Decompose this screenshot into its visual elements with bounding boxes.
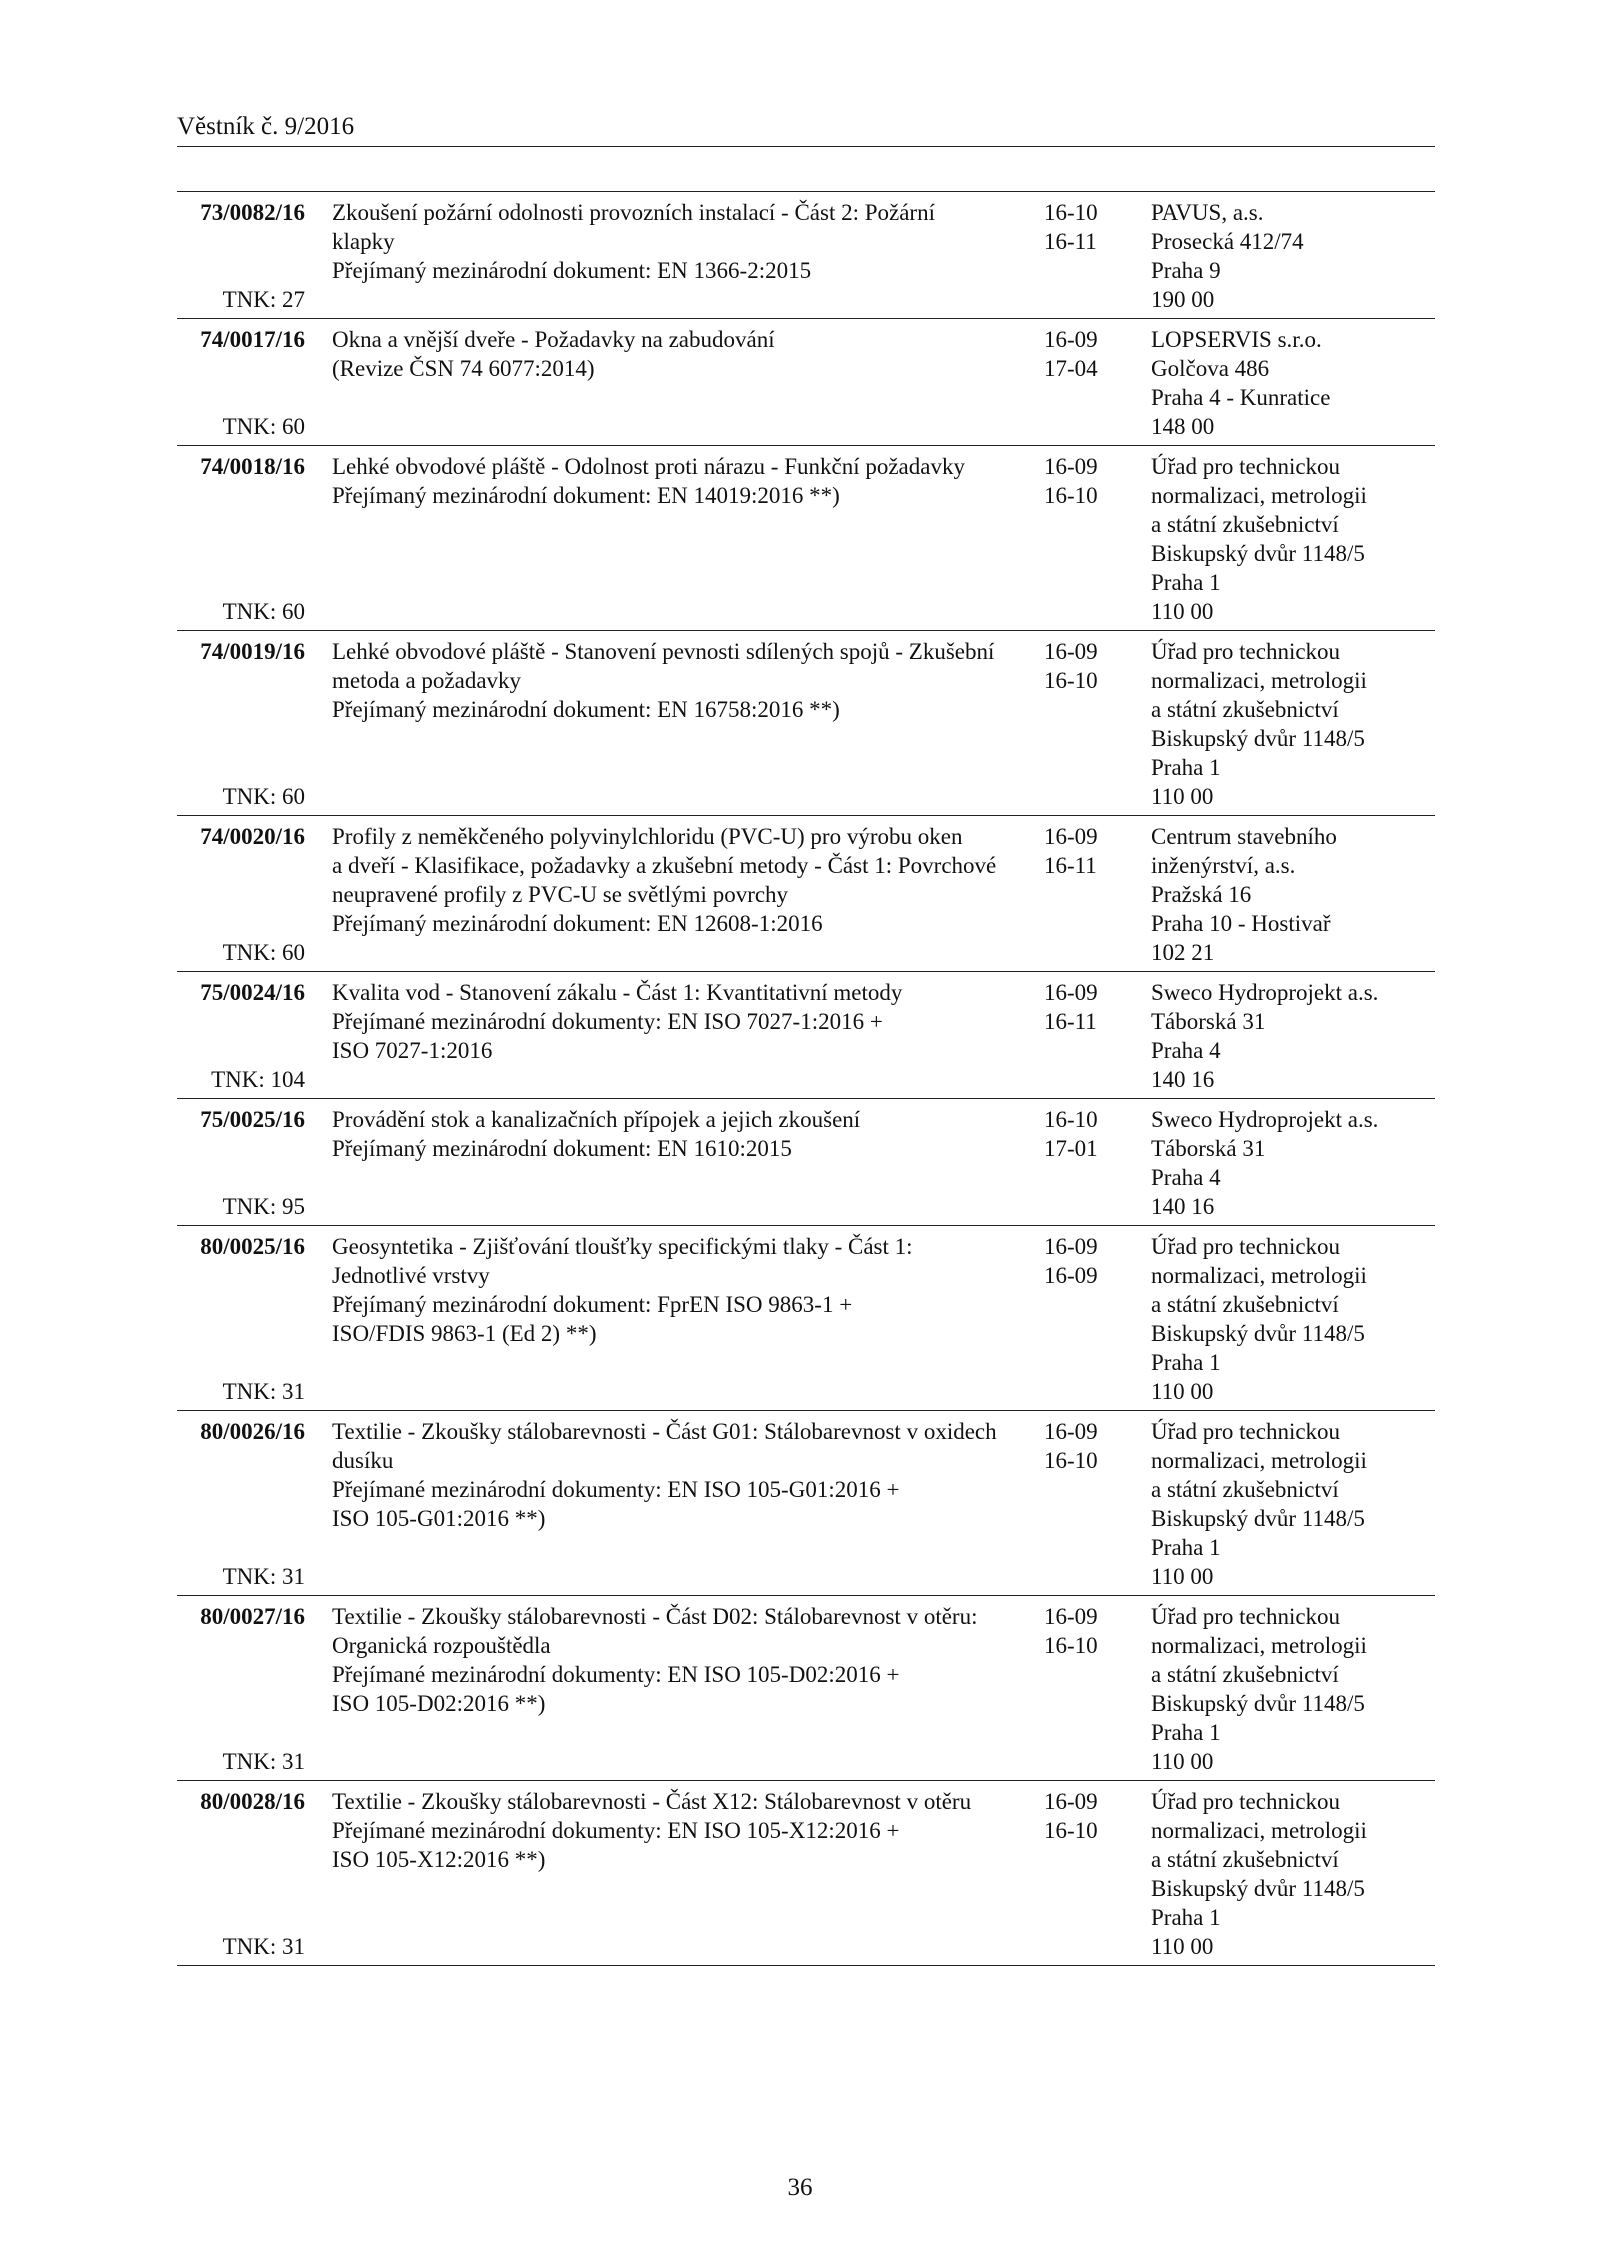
record-title-line: a dveří - Klasifikace, požadavky a zkušební metody - Část 1: Povrchové (332, 853, 997, 878)
record-organization-line: a státní zkušebnictví (1151, 1847, 1339, 1872)
record-row (177, 816, 1435, 972)
record-tnk: TNK: 27 (222, 287, 305, 312)
record-title-line: dusíku (332, 1448, 394, 1473)
records-table (177, 191, 1435, 1966)
record-id-column (177, 637, 305, 811)
record-row (177, 192, 1435, 319)
record-organization-line: Táborská 31 (1151, 1009, 1266, 1034)
record-organization-line: Úřad pro technickou (1151, 1789, 1341, 1814)
record-id: 74/0020/16 (200, 824, 305, 849)
record-title (332, 325, 1044, 441)
record-title-line: Lehké obvodové pláště - Stanovení pevnosti sdílených spojů - Zkušební (332, 639, 995, 664)
record-organization (1151, 1105, 1435, 1221)
record-dates (1044, 1417, 1151, 1591)
record-organization-line: 190 00 (1151, 287, 1215, 312)
record-organization-line: LOPSERVIS s.r.o. (1151, 327, 1322, 352)
record-date: 16-10 (1044, 200, 1098, 225)
record-organization-line: 110 00 (1151, 784, 1214, 809)
record-organization-line: Sweco Hydroprojekt a.s. (1151, 1107, 1379, 1132)
record-organization (1151, 325, 1435, 441)
record-title (332, 978, 1044, 1094)
record-organization-line: Praha 4 (1151, 1165, 1221, 1190)
record-organization-line: Praha 1 (1151, 570, 1221, 595)
record-organization-line: Úřad pro technickou (1151, 1234, 1341, 1259)
record-title-line: Přejímané mezinárodní dokumenty: EN ISO 105-G01:2016 + (332, 1477, 900, 1502)
record-title-line: Textilie - Zkoušky stálobarevnosti - Část D02: Stálobarevnost v otěru: (332, 1604, 978, 1629)
record-title-line: Lehké obvodové pláště - Odolnost proti nárazu - Funkční požadavky (332, 454, 965, 479)
record-tnk: TNK: 60 (222, 414, 305, 439)
record-id: 73/0082/16 (200, 200, 305, 225)
record-organization (1151, 1787, 1435, 1961)
record-date: 16-11 (1044, 1009, 1097, 1034)
record-organization-line: a státní zkušebnictví (1151, 697, 1339, 722)
record-tnk: TNK: 60 (222, 784, 305, 809)
record-title-line: Jednotlivé vrstvy (332, 1263, 490, 1288)
record-title (332, 1787, 1044, 1961)
record-tnk: TNK: 60 (222, 940, 305, 965)
record-date: 17-01 (1044, 1136, 1098, 1161)
record-title-line: ISO 7027-1:2016 (332, 1038, 493, 1063)
record-tnk: TNK: 31 (222, 1749, 305, 1774)
record-dates (1044, 822, 1151, 967)
record-organization-line: Centrum stavebního (1151, 824, 1337, 849)
record-organization-line: Úřad pro technickou (1151, 1419, 1341, 1444)
record-organization-line: Táborská 31 (1151, 1136, 1266, 1161)
record-tnk: TNK: 31 (222, 1379, 305, 1404)
record-organization-line: inženýrství, a.s. (1151, 853, 1296, 878)
record-organization-line: Úřad pro technickou (1151, 454, 1341, 479)
record-organization-line: Biskupský dvůr 1148/5 (1151, 1691, 1365, 1716)
record-organization-line: Biskupský dvůr 1148/5 (1151, 1876, 1365, 1901)
record-date: 16-10 (1044, 1633, 1098, 1658)
record-dates (1044, 637, 1151, 811)
record-dates (1044, 1105, 1151, 1221)
record-id: 74/0017/16 (200, 327, 305, 352)
record-title-line: ISO 105-G01:2016 **) (332, 1506, 546, 1531)
record-organization-line: Golčova 486 (1151, 356, 1270, 381)
record-id-column (177, 325, 305, 441)
record-id-column (177, 978, 305, 1094)
record-date: 16-09 (1044, 1263, 1098, 1288)
record-organization-line: Praha 10 - Hostivař (1151, 911, 1331, 936)
record-organization (1151, 637, 1435, 811)
page-number: 36 (787, 2174, 813, 2201)
record-organization-line: normalizaci, metrologii (1151, 668, 1367, 693)
record-title-line: Kvalita vod - Stanovení zákalu - Část 1: Kvantitativní metody (332, 980, 903, 1005)
record-organization-line: 110 00 (1151, 1749, 1214, 1774)
record-title (332, 452, 1044, 626)
record-organization-line: 110 00 (1151, 599, 1214, 624)
record-id-column (177, 1105, 305, 1221)
record-organization-line: 110 00 (1151, 1564, 1214, 1589)
record-organization-line: normalizaci, metrologii (1151, 1448, 1367, 1473)
page-header-title: Věstník č. 9/2016 (177, 113, 355, 140)
record-date: 16-09 (1044, 980, 1098, 1005)
record-title-line: Profily z neměkčeného polyvinylchloridu (PVC-U) pro výrobu oken (332, 824, 963, 849)
record-dates (1044, 1602, 1151, 1776)
record-row (177, 1596, 1435, 1781)
record-organization-line: 140 16 (1151, 1067, 1215, 1092)
record-date: 17-04 (1044, 356, 1098, 381)
record-id: 75/0024/16 (200, 980, 305, 1005)
record-organization-line: Praha 9 (1151, 258, 1221, 283)
record-tnk: TNK: 104 (211, 1067, 305, 1092)
record-organization-line: Úřad pro technickou (1151, 639, 1341, 664)
record-date: 16-11 (1044, 229, 1097, 254)
record-organization-line: Sweco Hydroprojekt a.s. (1151, 980, 1379, 1005)
record-id: 80/0026/16 (200, 1419, 305, 1444)
record-title (332, 822, 1044, 967)
record-organization-line: Praha 1 (1151, 1535, 1221, 1560)
record-title (332, 1417, 1044, 1591)
record-row (177, 1226, 1435, 1411)
record-date: 16-09 (1044, 824, 1098, 849)
record-date: 16-09 (1044, 639, 1098, 664)
record-id-column (177, 198, 305, 314)
record-date: 16-10 (1044, 1107, 1098, 1132)
record-id: 74/0018/16 (200, 454, 305, 479)
record-date: 16-09 (1044, 1604, 1098, 1629)
record-date: 16-09 (1044, 327, 1098, 352)
record-title (332, 1602, 1044, 1776)
record-row (177, 319, 1435, 446)
record-organization-line: a státní zkušebnictví (1151, 512, 1339, 537)
record-row (177, 446, 1435, 631)
record-organization-line: Biskupský dvůr 1148/5 (1151, 541, 1365, 566)
record-title-line: ISO/FDIS 9863-1 (Ed 2) **) (332, 1321, 597, 1346)
record-id-column (177, 452, 305, 626)
record-organization-line: normalizaci, metrologii (1151, 483, 1367, 508)
record-row (177, 1411, 1435, 1596)
record-organization-line: 102 21 (1151, 940, 1215, 965)
record-id-column (177, 1232, 305, 1406)
record-organization (1151, 1417, 1435, 1591)
record-id-column (177, 1787, 305, 1961)
record-organization-line: a státní zkušebnictví (1151, 1292, 1339, 1317)
record-dates (1044, 978, 1151, 1094)
record-date: 16-11 (1044, 853, 1097, 878)
record-tnk: TNK: 95 (222, 1194, 305, 1219)
record-title-line: ISO 105-D02:2016 **) (332, 1691, 546, 1716)
record-dates (1044, 325, 1151, 441)
record-id-column (177, 1602, 305, 1776)
record-id: 74/0019/16 (200, 639, 305, 664)
record-id: 80/0025/16 (200, 1234, 305, 1259)
record-title-line: Přejímané mezinárodní dokumenty: EN ISO 105-X12:2016 + (332, 1818, 900, 1843)
record-organization-line: normalizaci, metrologii (1151, 1633, 1367, 1658)
record-title-line: ISO 105-X12:2016 **) (332, 1847, 546, 1872)
record-title-line: Textilie - Zkoušky stálobarevnosti - Část X12: Stálobarevnost v otěru (332, 1789, 972, 1814)
record-organization-line: Praha 1 (1151, 755, 1221, 780)
record-id: 75/0025/16 (200, 1107, 305, 1132)
record-title-line: Zkoušení požární odolnosti provozních instalací - Část 2: Požární (332, 200, 935, 225)
record-tnk: TNK: 31 (222, 1934, 305, 1959)
record-organization-line: Praha 1 (1151, 1350, 1221, 1375)
record-date: 16-10 (1044, 1818, 1098, 1843)
record-row (177, 631, 1435, 816)
record-date: 16-10 (1044, 483, 1098, 508)
record-organization-line: Praha 1 (1151, 1905, 1221, 1930)
record-title-line: (Revize ČSN 74 6077:2014) (332, 356, 595, 381)
record-organization-line: Praha 4 (1151, 1038, 1221, 1063)
record-organization-line: Biskupský dvůr 1148/5 (1151, 1321, 1365, 1346)
record-title (332, 1232, 1044, 1406)
record-title-line: Přejímaný mezinárodní dokument: EN 14019:2016 **) (332, 483, 840, 508)
record-title-line: neupravené profily z PVC-U se světlými povrchy (332, 882, 789, 907)
record-title-line: klapky (332, 229, 395, 254)
record-organization-line: Pražská 16 (1151, 882, 1252, 907)
record-title-line: Přejímaný mezinárodní dokument: EN 1366-2:2015 (332, 258, 812, 283)
record-date: 16-09 (1044, 1234, 1098, 1259)
record-id: 80/0027/16 (200, 1604, 305, 1629)
record-date: 16-09 (1044, 1789, 1098, 1814)
record-tnk: TNK: 60 (222, 599, 305, 624)
record-dates (1044, 198, 1151, 314)
record-date: 16-10 (1044, 668, 1098, 693)
record-organization (1151, 1602, 1435, 1776)
record-row (177, 972, 1435, 1099)
record-date: 16-09 (1044, 454, 1098, 479)
record-organization-line: 110 00 (1151, 1934, 1214, 1959)
record-tnk: TNK: 31 (222, 1564, 305, 1589)
record-row (177, 1099, 1435, 1226)
record-organization-line: 110 00 (1151, 1379, 1214, 1404)
record-date: 16-09 (1044, 1419, 1098, 1444)
record-title-line: Přejímané mezinárodní dokumenty: EN ISO 7027-1:2016 + (332, 1009, 883, 1034)
record-id-column (177, 1417, 305, 1591)
record-organization-line: 140 16 (1151, 1194, 1215, 1219)
record-organization-line: Praha 1 (1151, 1720, 1221, 1745)
record-organization-line: a státní zkušebnictví (1151, 1477, 1339, 1502)
record-organization (1151, 822, 1435, 967)
record-id-column (177, 822, 305, 967)
record-row (177, 1781, 1435, 1966)
record-organization-line: normalizaci, metrologii (1151, 1818, 1367, 1843)
record-dates (1044, 452, 1151, 626)
record-title-line: Textilie - Zkoušky stálobarevnosti - Část G01: Stálobarevnost v oxidech (332, 1419, 997, 1444)
record-id: 80/0028/16 (200, 1789, 305, 1814)
record-organization-line: Biskupský dvůr 1148/5 (1151, 726, 1365, 751)
record-dates (1044, 1787, 1151, 1961)
record-organization-line: PAVUS, a.s. (1151, 200, 1264, 225)
record-organization-line: Úřad pro technickou (1151, 1604, 1341, 1629)
record-organization-line: a státní zkušebnictví (1151, 1662, 1339, 1687)
record-title-line: Přejímané mezinárodní dokumenty: EN ISO 105-D02:2016 + (332, 1662, 900, 1687)
record-title-line: Okna a vnější dveře - Požadavky na zabudování (332, 327, 775, 352)
record-title-line: Přejímaný mezinárodní dokument: EN 12608-1:2016 (332, 911, 823, 936)
record-title (332, 637, 1044, 811)
record-organization (1151, 452, 1435, 626)
record-title-line: Geosyntetika - Zjišťování tloušťky specifickými tlaky - Část 1: (332, 1234, 913, 1259)
record-organization-line: Biskupský dvůr 1148/5 (1151, 1506, 1365, 1531)
header-divider (177, 146, 1435, 147)
record-title-line: Provádění stok a kanalizačních přípojek a jejich zkoušení (332, 1107, 861, 1132)
record-title-line: Přejímaný mezinárodní dokument: FprEN ISO 9863-1 + (332, 1292, 853, 1317)
record-date: 16-10 (1044, 1448, 1098, 1473)
record-organization-line: Praha 4 - Kunratice (1151, 385, 1331, 410)
record-title-line: metoda a požadavky (332, 668, 522, 693)
record-title (332, 1105, 1044, 1221)
record-title-line: Přejímaný mezinárodní dokument: EN 1610:2015 (332, 1136, 792, 1161)
record-organization-line: Prosecká 412/74 (1151, 229, 1304, 254)
record-title (332, 198, 1044, 314)
record-organization (1151, 1232, 1435, 1406)
record-organization (1151, 198, 1435, 314)
record-organization (1151, 978, 1435, 1094)
record-organization-line: 148 00 (1151, 414, 1215, 439)
record-dates (1044, 1232, 1151, 1406)
record-title-line: Přejímaný mezinárodní dokument: EN 16758:2016 **) (332, 697, 840, 722)
record-organization-line: normalizaci, metrologii (1151, 1263, 1367, 1288)
record-title-line: Organická rozpouštědla (332, 1633, 551, 1658)
